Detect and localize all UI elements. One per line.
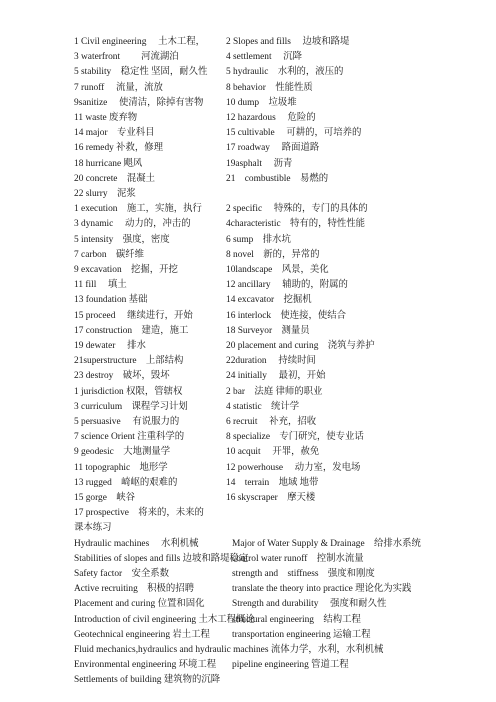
vocab-left-entry: 1 jurisdiction 权限，管辖权 [74,386,183,397]
vocab-left-entry: 1 execution 施工，实施，执行 [74,204,202,215]
vocab-right-entry: 21 combustible 易燃的 [226,173,329,184]
vocab-left-entry: 3 waterfront 河流湖泊 [74,52,179,63]
vocab-right-entry: Strength and durability 强度和耐久性 [232,599,387,610]
vocab-right-entry: 4 statistic 统计学 [226,401,300,412]
vocab-left-entry: Environmental engineering 环境工程 [74,660,217,671]
vocab-right-entry: 8 novel 新的，异常的 [226,249,320,260]
vocab-right-entry: 2 bar 法庭 律师的职业 [226,386,323,397]
vocab-right-entry: 12 hazardous 危险的 [226,113,316,123]
vocab-left-entry: 19 dewater 排水 [74,341,146,351]
vocab-left-entry: 3 curriculum 课程学习计划 [74,401,188,412]
vocab-left-entry: 13 rugged 崎岖的艰难的 [74,477,178,488]
vocab-right-entry: 24 initially 最初，开始 [226,371,326,382]
vocab-left-entry: 23 destroy 破坏，毁坏 [74,371,170,382]
exercise-heading: 课本练习 [74,523,112,534]
vocab-right-entry: 4characteristic 特有的，特性性能 [226,219,366,230]
vocab-left-entry: 21superstructure 上部结构 [74,356,184,367]
vocab-right-entry: 8 behavior 性能性质 [226,82,313,93]
vocab-right-entry: 10landscape 风景，美化 [226,265,329,275]
vocab-left-entry: Introduction of civil engineering 土木工程概论 [74,614,255,625]
vocab-left-entry: Active recruiting 积极的招聘 [74,584,195,595]
vocab-right-entry: 6 recruit 补充，招收 [226,417,317,427]
vocab-right-entry: translate the theory into practice 理论化为实践 [232,584,412,595]
vocab-right-entry: transportation engineering 运输工程 [232,629,371,640]
vocab-right-entry: 17 roadway 路面道路 [226,143,320,154]
vocab-right-entry: 8 specialize 专门研究，使专业话 [226,432,364,443]
vocab-left-entry: Geotechnical engineering 岩土工程 [74,629,210,640]
vocab-left-entry: 16 remedy 补救，修理 [74,143,164,154]
vocab-right-entry: 5 hydraulic 水利的，液压的 [226,67,344,78]
vocab-right-entry: 16 interlock 使连接，使结合 [226,310,347,321]
vocab-left-entry: 9sanitize 使清洁，除掉有害物 [74,97,204,108]
vocab-left-entry: 5 intensity 强度，密度 [74,234,170,245]
vocab-left-entry: 5 stability 稳定性 坚固，耐久性 [74,67,208,78]
vocab-left-entry: 15 gorge 峡谷 [74,493,136,503]
vocab-left-entry: 7 runoff 流量，流放 [74,82,163,93]
vocab-right-entry: strength and stiffness 强度和刚度 [232,569,375,579]
vocab-right-entry: 15 cultivable 可耕的，可培养的 [226,128,362,139]
vocab-right-entry: 2 specific 特殊的，专门的具体的 [226,204,368,215]
vocab-left-entry: 7 science Orient 注重科学的 [74,432,185,443]
vocab-left-entry: Stabilities of slopes and fills 边坡和路堤稳定 [74,553,249,564]
vocab-right-entry: 6 sump 排水坑 [226,234,291,245]
vocab-left-entry: 14 major 专业科目 [74,128,155,139]
vocab-right-entry: 10 dump 垃圾堆 [226,97,297,108]
vocab-left-entry: Hydraulic machines 水利机械 [74,538,199,549]
vocab-right-entry: Major of Water Supply & Drainage 给排水系统 [232,538,421,549]
vocab-left-entry: Fluid mechanics,hydraulics and hydraulic machines 流体力学，水利，水利机械 [74,645,384,655]
vocab-left-entry: 17 construction 建造，施工 [74,325,189,336]
vocab-left-entry: 18 hurricane 飓风 [74,158,143,169]
vocab-right-entry: 10 acquit 开罪，赦免 [226,447,320,458]
vocab-left-entry: 15 proceed 继续进行，开始 [74,310,193,321]
vocab-left-entry: 11 fill 填土 [74,280,127,291]
vocab-right-entry: 16 skyscraper 摩天楼 [226,493,316,503]
vocab-right-entry: control water runoff 控制水流量 [232,553,364,564]
vocab-right-entry: 4 settlement 沉降 [226,52,303,63]
vocab-right-entry: 12 ancillary 辅助的，附属的 [226,280,348,291]
vocab-right-entry: structural engineering 结构工程 [232,614,361,625]
vocab-left-entry: 22 slurry 泥浆 [74,189,136,199]
vocab-left-entry: 1 Civil engineering 土木工程， [74,37,205,47]
vocab-right-entry: 12 powerhouse 动力室，发电场 [226,462,361,473]
vocab-right-entry: 14 excavator 挖掘机 [226,295,312,306]
vocab-left-entry: 7 carbon 碳纤维 [74,249,145,260]
vocab-left-entry: Safety factor 安全系数 [74,569,170,579]
vocab-right-entry: 18 Surveyor 测量员 [226,325,310,336]
vocab-left-entry: 3 dynamic 动力的，冲击的 [74,219,191,230]
vocab-left-entry: Placement and curing 位置和固化 [74,599,205,610]
vocab-right-entry: 2 Slopes and fills 边坡和路堤 [226,37,350,47]
vocab-left-entry: 17 prospective 将来的，未来的 [74,508,204,519]
vocab-left-entry: 11 topographic 地形学 [74,462,168,473]
vocab-right-entry: 20 placement and curing 浇筑与养护 [226,341,375,351]
vocab-right-entry: pipeline engineering 管道工程 [232,660,349,671]
vocab-left-entry: 9 excavation 挖掘，开挖 [74,265,178,275]
vocab-left-entry: 9 geodesic 大地测量学 [74,447,171,458]
vocab-left-entry: 11 waste 废弃物 [74,113,138,123]
vocab-left-entry: 5 persuasive 有说服力的 [74,417,180,427]
vocab-left-entry: 20 concrete 混凝土 [74,173,155,184]
vocab-left-entry: Settlements of building 建筑物的沉降 [74,675,221,686]
vocab-right-entry: 14 terrain 地域 地带 [226,477,319,488]
vocab-right-entry: 19asphalt 沥青 [226,158,293,169]
vocab-right-entry: 22duration 持续时间 [226,356,316,367]
vocab-left-entry: 13 foundation 基础 [74,295,148,306]
